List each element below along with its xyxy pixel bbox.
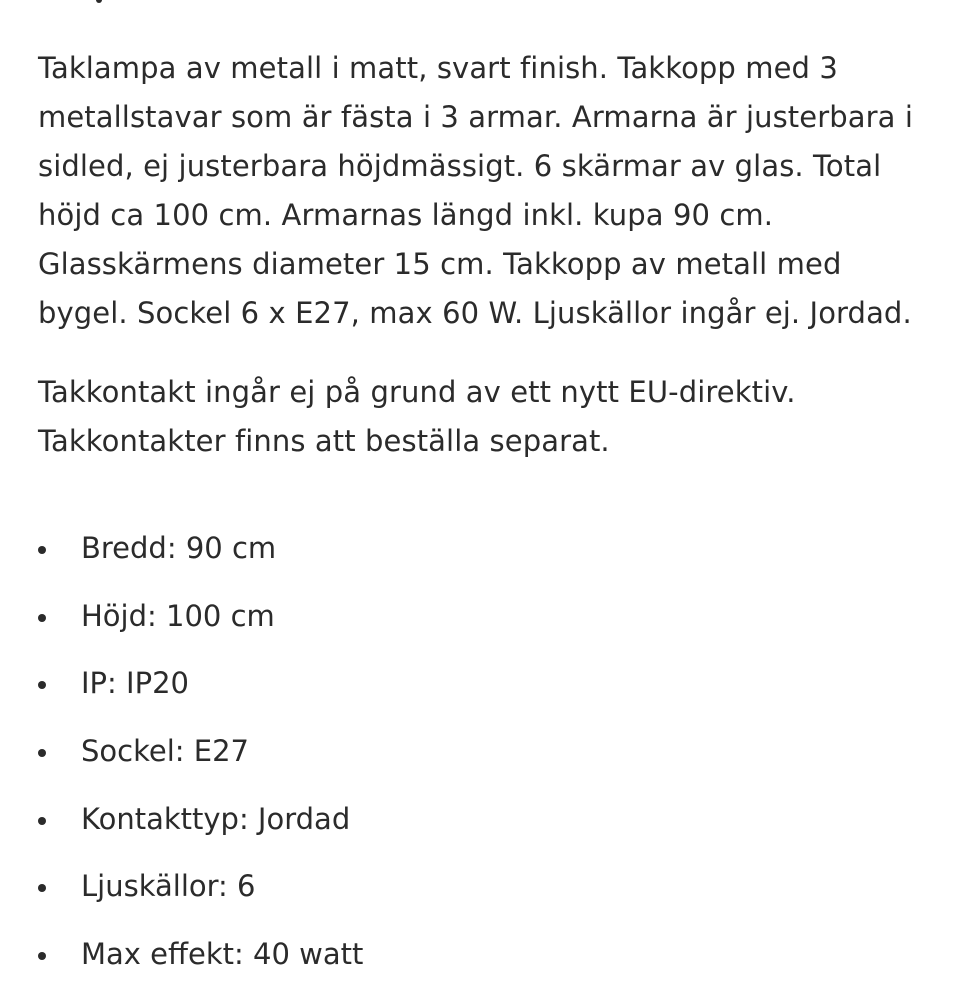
product-description [38, 44, 938, 466]
bullet-icon [38, 614, 46, 622]
spec-text: Sockel: E27 [81, 734, 249, 769]
spec-text: Kontakttyp: Jordad [81, 801, 351, 836]
bullet-icon [38, 681, 46, 689]
bullet-icon [38, 884, 46, 892]
description-paragraph-main: Taklampa av metall i matt, svart finish. Takkopp med 3 metallstavar som är fästa i 3 armar. Armarna är justerbara i sidled, ej justerbara höjdmässigt. 6 skärmar av glas. Total höjd ca 100 cm. Armarnas längd inkl. kupa 90 cm. Glasskärmens diameter 15 cm. Takkopp av metall med bygel. Sockel 6 x E27, max 60 W. Ljuskällor ingår ej. Jordad. [38, 51, 913, 330]
bullet-icon [38, 749, 46, 757]
bullet-icon [38, 952, 46, 960]
bullet-icon [38, 817, 46, 825]
spec-text: Höjd: 100 cm [81, 598, 275, 633]
description-paragraph-notice: Takkontakt ingår ej på grund av ett nytt EU-direktiv. Takkontakter finns att beställa separat. [38, 375, 796, 458]
clipped-text-fragment [96, 0, 102, 3]
spec-text: Max effekt: 40 watt [81, 937, 364, 972]
bullet-icon [38, 546, 46, 554]
spec-text: IP: IP20 [81, 666, 189, 701]
spec-item-max-power [38, 921, 918, 989]
spec-item-socket [38, 718, 918, 786]
spec-list [38, 515, 918, 989]
spec-text: Ljuskällor: 6 [81, 869, 256, 904]
spec-item-height [38, 583, 918, 651]
spec-item-width [38, 515, 918, 583]
spec-text: Bredd: 90 cm [81, 531, 277, 565]
spec-item-ip [38, 650, 918, 718]
spec-item-light-sources [38, 853, 918, 921]
spec-item-contact-type [38, 786, 918, 854]
